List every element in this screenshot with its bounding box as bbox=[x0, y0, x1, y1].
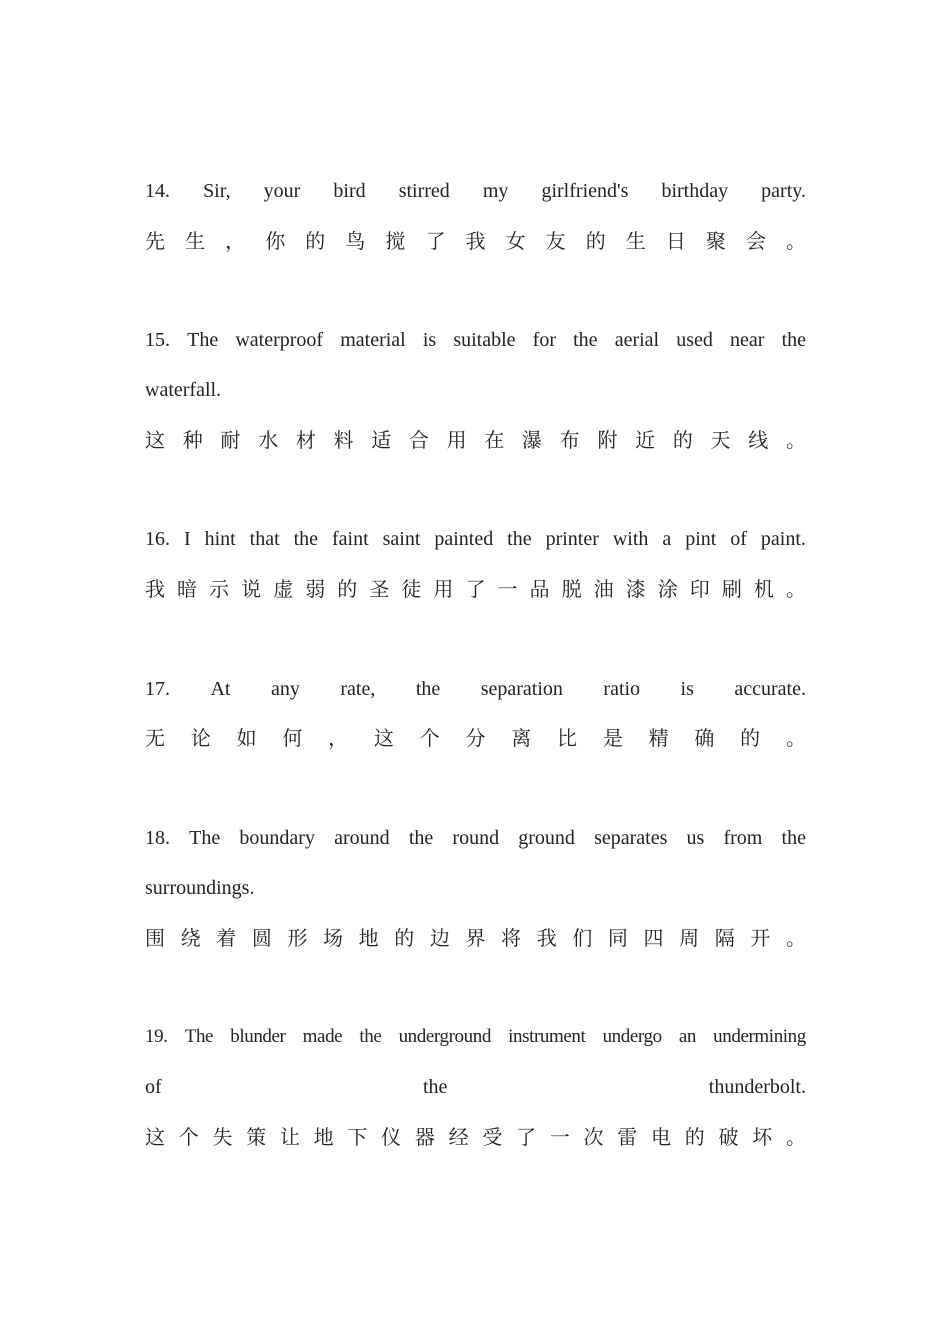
sentence-17-english: 17. At any rate, the separation ratio is accurate. bbox=[145, 678, 806, 700]
sentence-18-english-line-2: surroundings. bbox=[145, 877, 255, 899]
sentence-15-english-line-1: 15. The waterproof material is suitable for the aerial used near the bbox=[145, 329, 806, 351]
sentence-16-chinese: 我 暗 示 说 虚 弱 的 圣 徒 用 了 一 品 脱 油 漆 涂 印 刷 机 。 bbox=[145, 577, 806, 601]
sentence-14-chinese: 先 生 ， 你 的 鸟 搅 了 我 女 友 的 生 日 聚 会 。 bbox=[145, 229, 806, 253]
sentence-19-english-line-2: of the thunderbolt. bbox=[145, 1076, 806, 1098]
sentence-15-english-line-2: waterfall. bbox=[145, 379, 222, 401]
sentence-18-english-line-1: 18. The boundary around the round ground separates us from the bbox=[145, 827, 806, 849]
sentence-16-english: 16. I hint that the faint saint painted the printer with a pint of paint. bbox=[145, 528, 806, 550]
sentence-17-chinese: 无 论 如 何 ， 这 个 分 离 比 是 精 确 的 。 bbox=[145, 726, 806, 750]
sentence-19-chinese: 这 个 失 策 让 地 下 仪 器 经 受 了 一 次 雷 电 的 破 坏 。 bbox=[145, 1125, 806, 1149]
sentence-19-english-line-1: 19. The blunder made the underground instrument undergo an undermining bbox=[145, 1026, 806, 1047]
sentence-14-english: 14. Sir, your bird stirred my girlfriend's birthday party. bbox=[145, 180, 806, 202]
sentence-15-chinese: 这 种 耐 水 材 料 适 合 用 在 瀑 布 附 近 的 天 线 。 bbox=[145, 428, 806, 452]
sentence-18-chinese: 围 绕 着 圆 形 场 地 的 边 界 将 我 们 同 四 周 隔 开 。 bbox=[145, 926, 806, 950]
